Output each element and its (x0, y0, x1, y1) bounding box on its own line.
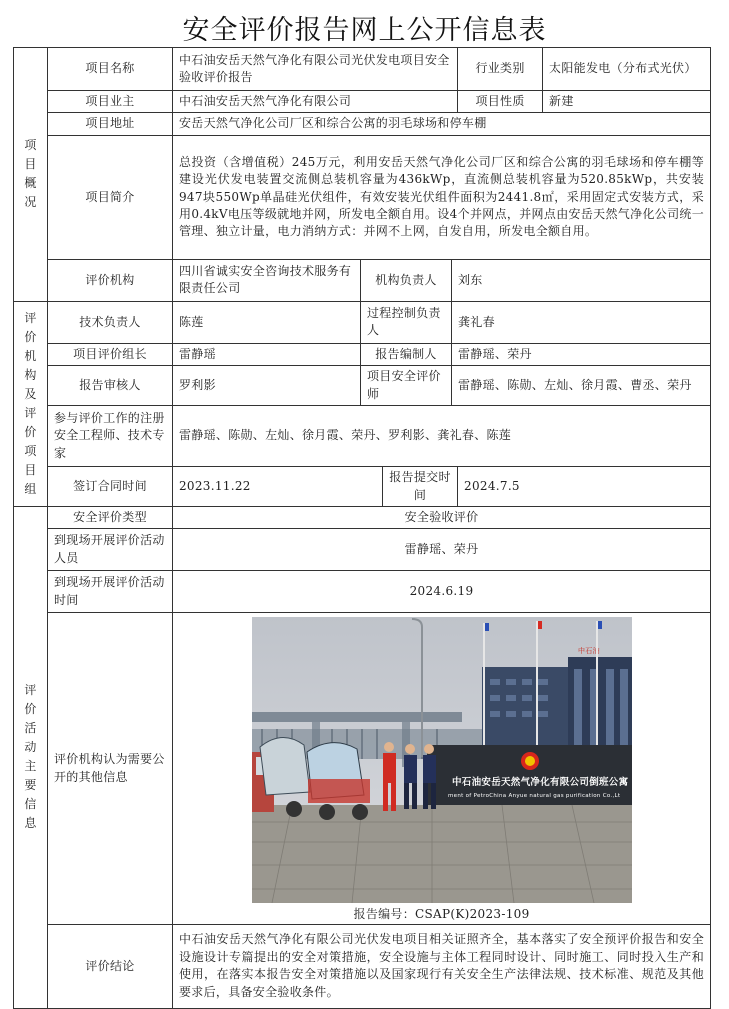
industry-value: 太阳能发电（分布式光伏） (543, 48, 711, 91)
info-table (13, 47, 711, 1009)
experts-label: 参与评价工作的注册安全工程师、技术专家 (48, 406, 173, 467)
other-info-cell (173, 613, 711, 924)
evaluator-label: 项目安全评价师 (361, 366, 452, 406)
contract-time-value: 2023.11.22 (173, 467, 383, 507)
photo-sign-text: 中石油安岳天然气净化有限公司倒班公寓 (451, 777, 628, 789)
site-photo (252, 617, 632, 903)
agency-head-label: 机构负责人 (361, 259, 452, 301)
process-control-value: 龚礼春 (452, 301, 711, 343)
onsite-staff-value: 雷静瑶、荣丹 (173, 529, 711, 571)
reviewer-label: 报告审核人 (48, 366, 173, 406)
tech-head-label: 技术负责人 (48, 301, 173, 343)
group-org: 评价机构及评价项目组 (14, 301, 48, 506)
address-value: 安岳天然气净化公司厂区和综合公寓的羽毛球场和停车棚 (173, 113, 711, 135)
owner-label: 项目业主 (48, 91, 173, 113)
report-writer-value: 雷静瑶、荣丹 (452, 343, 711, 365)
process-control-label: 过程控制负责人 (361, 301, 452, 343)
agency-head-value: 刘东 (452, 259, 711, 301)
address-label: 项目地址 (48, 113, 173, 135)
owner-value: 中石油安岳天然气净化有限公司 (173, 91, 458, 113)
photo-canopy (252, 712, 462, 722)
report-number: 报告编号：CSAP(K)2023-109 (353, 907, 530, 922)
onsite-time-label: 到现场开展评价活动时间 (48, 571, 173, 613)
report-writer-label: 报告编制人 (361, 343, 452, 365)
tech-head-value: 陈莲 (173, 301, 361, 343)
conclusion-value: 中石油安岳天然气净化有限公司光伏发电项目相关证照齐全，基本落实了安全预评价报告和安全设施设计专篇提出的安全对策措施，安全设施与主体工程同时设计、同时施工、同时投入生产和使用，在落实本报告安全对策措施以及国家现行有关安全生产法律法规、技术标准、规范及其他要求后，具备安全验收条件。 (173, 924, 711, 1008)
eval-type-value: 安全验收评价 (173, 506, 711, 528)
page-title: 安全评价报告网上公开信息表 (182, 15, 547, 46)
project-name-value: 中石油安岳天然气净化有限公司光伏发电项目安全验收评价报告 (173, 48, 458, 91)
industry-label: 行业类别 (458, 48, 543, 91)
photo-building-sign: 中石油 (577, 647, 600, 656)
team-leader-value: 雷静瑶 (173, 343, 361, 365)
onsite-staff-label: 到现场开展评价活动人员 (48, 529, 173, 571)
evaluator-value: 雷静瑶、陈勋、左灿、徐月霞、曹丞、荣丹 (452, 366, 711, 406)
reviewer-value: 罗利影 (173, 366, 361, 406)
other-info-label: 评价机构认为需要公开的其他信息 (48, 613, 173, 924)
conclusion-label: 评价结论 (48, 924, 173, 1008)
agency-value: 四川省诚实安全咨询技术服务有限责任公司 (173, 259, 361, 301)
eval-type-label: 安全评价类型 (48, 506, 173, 528)
contract-time-label: 签订合同时间 (48, 467, 173, 507)
nature-label: 项目性质 (458, 91, 543, 113)
photo-sign-english: ment of PetroChina Anyue natural gas purification Co.,Lt (447, 793, 620, 800)
nature-value: 新建 (543, 91, 711, 113)
group-activity: 评价活动主要信息 (14, 506, 48, 1008)
team-leader-label: 项目评价组长 (48, 343, 173, 365)
group-overview: 项目概况 (14, 48, 48, 302)
submit-time-value: 2024.7.5 (458, 467, 711, 507)
agency-label: 评价机构 (48, 259, 173, 301)
submit-time-label: 报告提交时间 (383, 467, 458, 507)
project-name-label: 项目名称 (48, 48, 173, 91)
intro-value: 总投资（含增值税）245万元，利用安岳天然气净化公司厂区和综合公寓的羽毛球场和停车棚等建设光伏发电装置交流侧总装机容量为436kWp，直流侧总装机容量为520.85kWp，共安装947块550Wp单晶硅光伏组件，有效安装光伏组件面积为2441.8㎡，采用固定式安装方式，采用0.4kV电压等级就地并网，所发电全额自用。设4个并网点，并网点由安岳天然气净化公司统一管理、独立计量，电力消纳方式：并网不上网，自发自用，所发电全额自用。 (173, 135, 711, 259)
onsite-time-value: 2024.6.19 (173, 571, 711, 613)
experts-value: 雷静瑶、陈勋、左灿、徐月霞、荣丹、罗利影、龚礼春、陈莲 (173, 406, 711, 467)
intro-label: 项目简介 (48, 135, 173, 259)
